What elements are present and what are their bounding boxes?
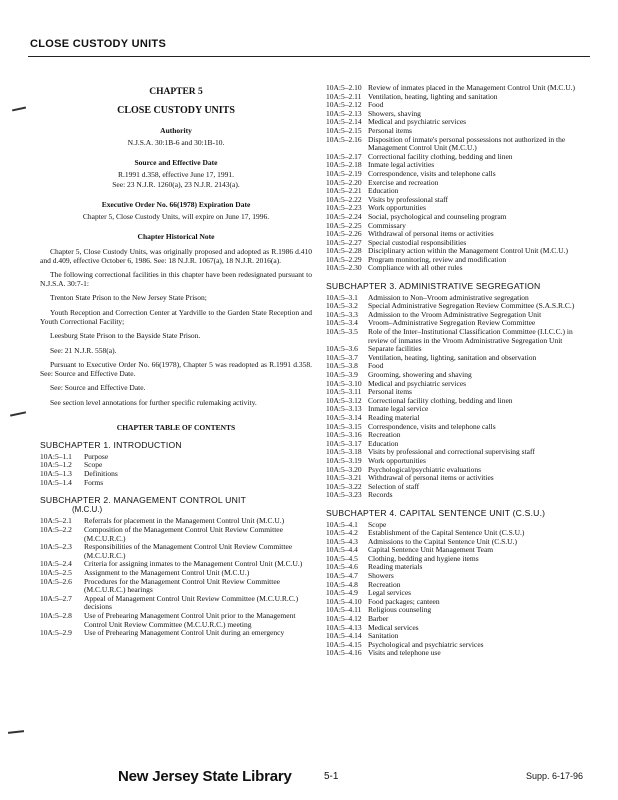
- section-number: 10A:5–4.6: [326, 562, 358, 572]
- section-number: 10A:5–4.12: [326, 614, 362, 624]
- section-title: Correctional facility clothing, bedding and linen: [368, 151, 513, 161]
- history-paragraph: Chapter 5, Close Custody Units, was originally proposed and adopted as R.1986 d.410 and d.409, effective October 6, 1986. See: 18 N.J.R. 1067(a), 18 N.J.R. 2016(a).: [40, 246, 312, 265]
- section-number: 10A:5–2.20: [326, 177, 362, 187]
- toc-entry: [326, 213, 592, 222]
- section-title: Procedures for the Management Control Unit Review Committee (M.C.U.R.C.) hearings: [84, 576, 280, 595]
- section-number: 10A:5–2.13: [326, 108, 362, 118]
- section-number: 10A:5–4.8: [326, 579, 358, 589]
- history-paragraph: The following correctional facilities in this chapter have been redesignated pursuant to N.J.S.A. 30:7-1:: [40, 270, 312, 288]
- toc-entry: [40, 595, 312, 612]
- toc-entry: [326, 624, 592, 633]
- section-title: Withdrawal of personal items or activities: [368, 229, 494, 239]
- section-number: 10A:5–4.11: [326, 605, 362, 615]
- history-paragraphs: [40, 248, 312, 408]
- source-line: See: 23 N.J.R. 1260(a), 23 N.J.R. 2143(a).: [112, 179, 240, 189]
- history-paragraph: Leesburg State Prison to the Bayside State Prison.: [50, 331, 201, 341]
- section-number: 10A:5–2.22: [326, 194, 362, 204]
- toc-entry: [326, 405, 592, 414]
- section-title: Food: [368, 361, 384, 371]
- section-title: Referrals for placement in the Management Control Unit (M.C.U.): [84, 516, 285, 526]
- toc-entry: [326, 555, 592, 564]
- section-number: 10A:5–2.2: [40, 525, 72, 534]
- right-table-of-contents: [326, 282, 592, 658]
- section-title: Visits by professional staff: [368, 194, 449, 204]
- section-number: 10A:5–3.9: [326, 370, 358, 379]
- section-number: 10A:5–3.21: [326, 473, 362, 483]
- toc-entry: [326, 354, 592, 363]
- section-title: Composition of the Management Control Unit Review Committee (M.C.U.R.C.): [84, 525, 283, 543]
- toc-entry: [326, 606, 592, 615]
- section-number: 10A:5–2.5: [40, 567, 72, 577]
- subchapter-subtitle: (M.C.U.): [72, 504, 103, 514]
- section-number: 10A:5–4.1: [326, 519, 358, 529]
- section-title: Correspondence, visits and telephone calls: [368, 168, 496, 178]
- section-title: Medical services: [368, 622, 419, 632]
- section-title: Use of Prehearing Management Control Unit prior to the Management Control Unit Review Committee (M.C.U.R.C.) meeting: [84, 610, 296, 629]
- section-number: 10A:5–2.15: [326, 125, 362, 135]
- section-number: 10A:5–2.19: [326, 168, 362, 178]
- section-number: 10A:5–2.9: [40, 628, 72, 638]
- toc-entry: [326, 187, 592, 196]
- section-title: Medical and psychiatric services: [368, 378, 467, 388]
- section-number: 10A:5–3.13: [326, 404, 362, 414]
- history-paragraph: Trenton State Prison to the New Jersey State Prison;: [50, 293, 207, 303]
- section-title: Personal items: [368, 125, 412, 135]
- section-title: Vroom–Administrative Segregation Review Committee: [368, 318, 536, 328]
- section-title: Psychological/psychiatric evaluations: [368, 464, 482, 474]
- header-rule: [28, 56, 590, 57]
- section-number: 10A:5–4.14: [326, 631, 362, 641]
- section-number: 10A:5–2.10: [326, 83, 362, 92]
- section-number: 10A:5–3.17: [326, 438, 362, 448]
- section-title: Admissions to the Capital Sentence Unit (C.S.U.): [368, 536, 517, 546]
- section-title: Special custodial responsibilities: [368, 237, 467, 247]
- section-title: Review of inmates placed in the Management Control Unit (M.C.U.): [368, 83, 576, 92]
- section-number: 10A:5–2.28: [326, 246, 362, 256]
- section-title: Special Administrative Segregation Review Committee (S.A.S.R.C.): [368, 301, 575, 311]
- section-number: 10A:5–2.8: [40, 610, 72, 620]
- section-number: 10A:5–4.7: [326, 571, 358, 581]
- toc-entry: [326, 589, 592, 598]
- section-number: 10A:5–3.14: [326, 412, 362, 422]
- section-number: 10A:5–2.18: [326, 160, 362, 170]
- toc-entry: [326, 649, 592, 658]
- section-title: Recreation: [368, 579, 401, 589]
- section-number: 10A:5–3.7: [326, 352, 358, 362]
- section-number: 10A:5–4.13: [326, 622, 362, 632]
- right-column: [326, 84, 592, 658]
- section-number: 10A:5–4.10: [326, 596, 362, 606]
- section-number: 10A:5–2.6: [40, 576, 72, 586]
- section-number: 10A:5–2.21: [326, 186, 362, 196]
- toc-entry: [326, 491, 592, 500]
- chapter-number: CHAPTER 5: [149, 87, 203, 97]
- section-title: Work opportunities: [368, 203, 426, 213]
- chapter-title: CLOSE CUSTODY UNITS: [117, 104, 235, 116]
- section-number: 10A:5–3.1: [326, 292, 358, 302]
- section-title: Establishment of the Capital Sentence Unit (C.S.U.): [368, 528, 525, 538]
- section-number: 10A:5–3.22: [326, 481, 362, 491]
- toc-entry: [326, 118, 592, 127]
- running-head: CLOSE CUSTODY UNITS: [30, 38, 167, 50]
- section-number: 10A:5–4.9: [326, 588, 358, 598]
- section-title: Scope: [84, 460, 103, 470]
- source-line: R.1991 d.358, effective June 17, 1991.: [117, 169, 235, 179]
- section-title: Capital Sentence Unit Management Team: [368, 545, 494, 555]
- section-number: 10A:5–4.4: [326, 545, 358, 555]
- toc-entry: [326, 101, 592, 110]
- section-title: Showers, shaving: [368, 108, 421, 118]
- section-number: 10A:5–3.11: [326, 387, 362, 397]
- toc-entry: [326, 93, 592, 102]
- section-number: 10A:5–2.14: [326, 117, 362, 127]
- toc-entry: [326, 397, 592, 406]
- section-title: Visits by professional and correctional supervising staff: [368, 447, 535, 457]
- history-paragraph: Youth Reception and Correction Center at Yardville to the Garden State Reception and Youth Correctional Facility;: [40, 307, 312, 326]
- section-title: Visits and telephone use: [368, 648, 441, 658]
- toc-entry: [326, 563, 592, 572]
- toc-entry: [326, 474, 592, 483]
- section-number: 10A:5–4.16: [326, 648, 362, 658]
- section-number: 10A:5–2.25: [326, 220, 362, 230]
- section-title: Selection of staff: [368, 481, 420, 491]
- section-title: Psychological and psychiatric services: [368, 639, 484, 649]
- section-title: Inmate legal activities: [368, 160, 435, 170]
- section-title: Responsibilities of the Management Control Unit Review Committee (M.C.U.R.C.): [84, 542, 293, 560]
- section-number: 10A:5–2.23: [326, 203, 362, 213]
- section-title: Clothing, bedding and hygiene items: [368, 553, 479, 563]
- section-title: Purpose: [84, 451, 109, 461]
- left-column: [40, 84, 312, 638]
- section-title: Admission to the Vroom Administrative Segregation Unit: [368, 309, 542, 319]
- section-number: 10A:5–2.16: [326, 134, 362, 144]
- section-number: 10A:5–3.8: [326, 361, 358, 371]
- section-title: Social, psychological and counseling program: [368, 211, 507, 221]
- subchapter-heading: SUBCHAPTER 2. MANAGEMENT CONTROL UNIT: [40, 495, 247, 506]
- section-number: 10A:5–2.4: [40, 559, 72, 569]
- section-number: 10A:5–1.1: [40, 451, 72, 461]
- section-number: 10A:5–2.3: [40, 542, 72, 552]
- section-number: 10A:5–3.3: [326, 309, 358, 319]
- section-title: Grooming, showering and shaving: [368, 370, 472, 379]
- section-number: 10A:5–1.4: [40, 477, 72, 487]
- section-title: Reading material: [368, 412, 420, 422]
- section-number: 10A:5–2.26: [326, 229, 362, 239]
- section-number: 10A:5–2.11: [326, 91, 362, 101]
- section-title: Education: [368, 438, 399, 448]
- section-title: Criteria for assigning inmates to the Management Control Unit (M.C.U.): [84, 559, 303, 569]
- section-title: Separate facilities: [368, 344, 422, 354]
- section-title: Recreation: [368, 430, 401, 440]
- section-number: 10A:5–3.18: [326, 447, 362, 457]
- toc-heading: CHAPTER TABLE OF CONTENTS: [116, 422, 236, 432]
- toc-entry: [40, 629, 312, 638]
- toc-entry: [326, 136, 592, 153]
- page-number: 5-1: [324, 771, 339, 782]
- section-title: Food: [368, 100, 384, 110]
- toc-entry: [40, 453, 312, 462]
- section-number: 10A:5–2.27: [326, 237, 362, 247]
- library-stamp: New Jersey State Library: [118, 768, 292, 785]
- subchapter-heading: SUBCHAPTER 4. CAPITAL SENTENCE UNIT (C.S.U.): [326, 507, 546, 518]
- section-number: 10A:5–4.15: [326, 639, 362, 649]
- history-paragraph: See: 21 N.J.R. 558(a).: [50, 345, 117, 355]
- section-title: Disciplinary action within the Management Control Unit (M.C.U.): [368, 246, 568, 256]
- authority-heading: Authority: [160, 126, 192, 136]
- section-title: Correspondence, visits and telephone calls: [368, 421, 496, 431]
- section-number: 10A:5–2.24: [326, 211, 362, 221]
- margin-mark: [8, 730, 24, 733]
- section-title: Inmate legal service: [368, 404, 429, 414]
- section-title: Food packages; canteen: [368, 596, 440, 606]
- section-title: Records: [368, 490, 393, 500]
- section-title: Religious counseling: [368, 605, 432, 615]
- section-title: Ventilation, heating, lighting and sanitation: [368, 91, 498, 101]
- section-title: Education: [368, 186, 399, 196]
- subchapter-heading: SUBCHAPTER 3. ADMINISTRATIVE SEGREGATION: [326, 281, 541, 292]
- section-title: Appeal of Management Control Unit Review Committee (M.C.U.R.C.) decisions: [84, 593, 299, 612]
- toc-entry: [40, 543, 312, 560]
- section-title: Assignment to the Management Control Unit (M.C.U.): [84, 567, 250, 577]
- subchapter-heading: SUBCHAPTER 1. INTRODUCTION: [40, 440, 182, 451]
- history-paragraph: See section level annotations for further specific rulemaking activity.: [50, 398, 257, 408]
- section-number: 10A:5–3.20: [326, 464, 362, 474]
- section-title: Work opportunities: [368, 455, 426, 465]
- section-number: 10A:5–2.1: [40, 516, 72, 526]
- toc-entry: [326, 483, 592, 492]
- section-title: Program monitoring, review and modification: [368, 254, 507, 264]
- toc-entry: [326, 380, 592, 389]
- section-title: Scope: [368, 519, 387, 529]
- toc-entry: [326, 170, 592, 179]
- section-number: 10A:5–2.17: [326, 151, 362, 161]
- toc-entry: [326, 153, 592, 162]
- section-title: Exercise and recreation: [368, 177, 439, 187]
- section-number: 10A:5–2.7: [40, 593, 72, 603]
- toc-entry: [326, 196, 592, 205]
- toc-entry: [326, 598, 592, 607]
- section-number: 10A:5–3.6: [326, 344, 358, 354]
- left-table-of-contents: [40, 441, 312, 637]
- section-number: 10A:5–4.3: [326, 536, 358, 546]
- section-number: 10A:5–4.5: [326, 553, 358, 563]
- toc-entry: [326, 431, 592, 440]
- toc-entry: [326, 179, 592, 188]
- section-title: Correctional facility clothing, bedding and linen: [368, 395, 513, 405]
- toc-entry: [40, 578, 312, 595]
- section-number: 10A:5–1.2: [40, 460, 72, 470]
- source-heading: Source and Effective Date: [134, 158, 218, 168]
- section-title: Withdrawal of personal items or activities: [368, 473, 494, 483]
- section-title: Disposition of inmate's personal possessions not authorized in the Management Control Unit (M.C.U.): [368, 134, 566, 153]
- section-title: Forms: [84, 477, 104, 487]
- section-number: 10A:5–2.29: [326, 254, 362, 264]
- toc-entry: [326, 448, 592, 457]
- section-number: 10A:5–3.10: [326, 378, 362, 388]
- toc-entry: [40, 470, 312, 479]
- toc-entry: [40, 461, 312, 470]
- history-paragraph: Pursuant to Executive Order No. 66(1978), Chapter 5 was readopted as R.1991 d.358. See: Source and Effective Date.: [40, 360, 312, 378]
- section-number: 10A:5–3.15: [326, 421, 362, 431]
- margin-mark: [12, 107, 26, 111]
- expiration-heading: Executive Order No. 66(1978) Expiration Date: [101, 200, 251, 210]
- section-number: 10A:5–4.2: [326, 528, 358, 538]
- section-title: Barber: [368, 614, 389, 624]
- section-number: 10A:5–2.30: [326, 263, 362, 273]
- section-title: Admission to Non–Vroom administrative segregation: [368, 292, 529, 302]
- margin-mark: [10, 411, 26, 416]
- section-title: Commissary: [368, 220, 406, 230]
- section-title: Medical and psychiatric services: [368, 117, 467, 127]
- section-number: 10A:5–3.12: [326, 395, 362, 405]
- toc-entry: [326, 328, 592, 345]
- section-title: Definitions: [84, 469, 118, 479]
- supplement-date: Supp. 6-17-96: [526, 771, 584, 781]
- section-number: 10A:5–3.4: [326, 318, 358, 328]
- toc-entry: [326, 264, 592, 273]
- toc-entry: [40, 479, 312, 488]
- expiration-text: Chapter 5, Close Custody Units, will expire on June 17, 1996.: [82, 211, 270, 221]
- toc-entry: [326, 423, 592, 432]
- section-number: 10A:5–2.12: [326, 100, 362, 110]
- section-title: Reading materials: [368, 562, 423, 572]
- toc-entry: [326, 581, 592, 590]
- section-number: 10A:5–1.3: [40, 469, 72, 479]
- authority-text: N.J.S.A. 30:1B-6 and 30:1B-10.: [127, 137, 225, 147]
- section-title: Use of Prehearing Management Control Unit during an emergency: [84, 628, 285, 638]
- history-heading: Chapter Historical Note: [137, 232, 215, 242]
- section-number: 10A:5–3.23: [326, 490, 362, 500]
- section-title: Role of the Inter–Institutional Classification Committee (I.I.C.C.) in review of inmates in the Vroom Administrative Segregation Unit: [368, 327, 573, 345]
- section-title: Compliance with all other rules: [368, 263, 463, 273]
- section-number: 10A:5–3.2: [326, 301, 358, 311]
- toc-entry: [326, 641, 592, 650]
- section-number: 10A:5–3.16: [326, 430, 362, 440]
- section-title: Sanitation: [368, 631, 399, 641]
- subchapter-2-continued: [326, 84, 592, 273]
- toc-entry: [326, 572, 592, 581]
- section-title: Showers: [368, 571, 394, 581]
- history-paragraph: See: Source and Effective Date.: [50, 383, 146, 393]
- section-number: 10A:5–3.5: [326, 327, 358, 337]
- toc-entry: [40, 612, 312, 629]
- section-title: Ventilation, heating, lighting, sanitation and observation: [368, 352, 537, 362]
- toc-entry: [40, 526, 312, 543]
- toc-entry: [326, 615, 592, 624]
- section-title: Personal items: [368, 387, 412, 397]
- section-number: 10A:5–3.19: [326, 455, 362, 465]
- section-title: Legal services: [368, 588, 412, 598]
